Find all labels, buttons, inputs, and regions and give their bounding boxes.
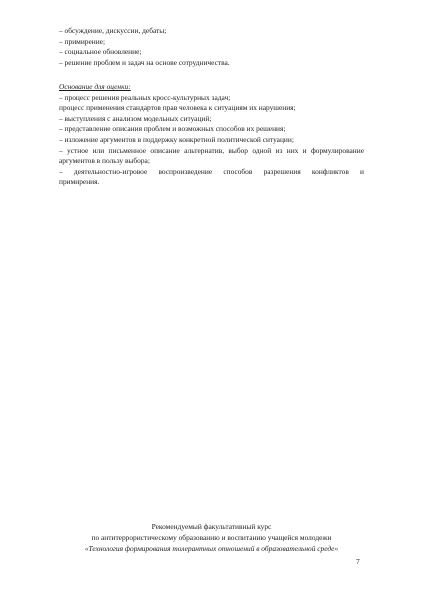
page-footer bbox=[59, 522, 364, 554]
list-item: – социальное обновление; bbox=[59, 47, 142, 57]
page-number: 7 bbox=[356, 557, 360, 566]
list-item: – выступления с анализом модельных ситуаций; bbox=[59, 113, 212, 123]
assessment-section bbox=[59, 82, 364, 188]
list-item: – процесс решения реальных кросс-культурных задач; bbox=[59, 92, 231, 102]
footer-course-name: «Технология формирования толерантных отношений в образовательной среде» bbox=[84, 543, 339, 553]
list-item: процесс применения стандартов прав человека к ситуациям их нарушения; bbox=[59, 103, 296, 113]
footer-course-subject: по антитеррористическому образованию и воспитанию учащейся молодежи bbox=[91, 532, 332, 542]
list-item: – деятельностно-игровое воспроизведение способов разрешения конфликтов и bbox=[59, 166, 364, 176]
list-item-continuation: аргументов в пользу выбора; bbox=[59, 156, 150, 166]
list-item-continuation: примирения. bbox=[59, 177, 100, 187]
list-item: – решение проблем и задач на основе сотрудничества. bbox=[59, 57, 230, 67]
list-item: – примирение; bbox=[59, 36, 106, 46]
list-item: – устное или письменное описание альтернатив, выбор одной из них и формулирование bbox=[59, 145, 364, 155]
list-item: – обсуждение, дискуссии, дебаты; bbox=[59, 26, 167, 35]
list-item: – представление описания проблем и возможных способов их решения; bbox=[59, 124, 286, 134]
list-item: – изложение аргументов в поддержку конкретной политической ситуации; bbox=[59, 134, 294, 144]
footer-course-title: Рекомендуемый факультативный курс bbox=[151, 522, 272, 531]
assessment-heading: Основание для оценки: bbox=[59, 82, 131, 91]
activities-list bbox=[59, 26, 364, 68]
